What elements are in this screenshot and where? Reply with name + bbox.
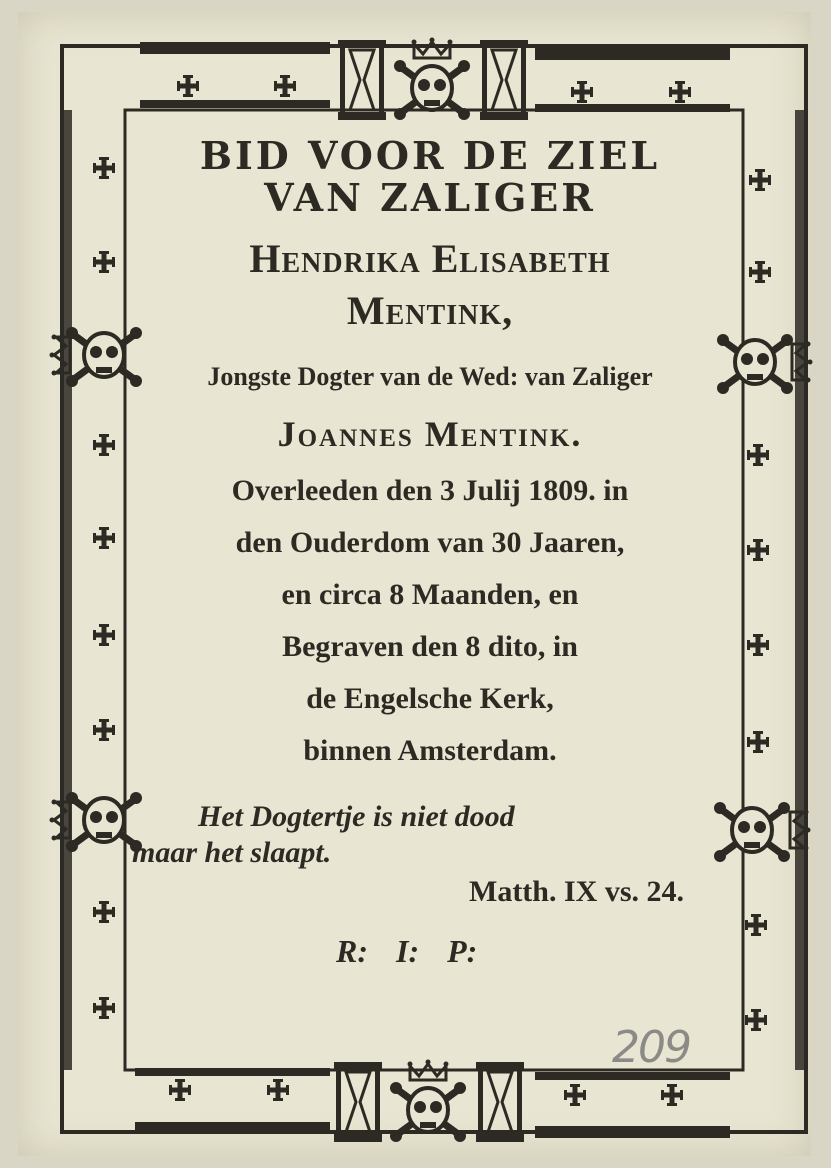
- detail-line: Overleeden den 3 Julij 1809. in: [231, 474, 629, 507]
- verse-line-2: maar het slaapt.: [132, 836, 332, 869]
- verse-line-1: Het Dogtertje is niet dood: [198, 800, 515, 833]
- relation-text: Jongste Dogter van de Wed: van Zaliger: [207, 362, 653, 391]
- deceased-name-line-2: Mentink,: [346, 288, 514, 333]
- detail-line: de Engelsche Kerk,: [306, 682, 554, 715]
- deceased-name-line-1: Hendrika Elisabeth: [249, 236, 611, 281]
- parent-name: Joannes Mentink.: [277, 414, 583, 454]
- rip-text: R: I: P:: [336, 933, 478, 969]
- verse-reference: Matth. IX vs. 24.: [469, 875, 684, 908]
- details-block: [140, 465, 720, 777]
- pencil-annotation: 209: [612, 1022, 690, 1073]
- heading-line-1: BID VOOR DE ZIEL: [199, 133, 661, 178]
- detail-line: en circa 8 Maanden, en: [281, 578, 579, 611]
- bible-verse: [132, 799, 720, 871]
- detail-line: binnen Amsterdam.: [303, 734, 557, 767]
- detail-line: den Ouderdom van 30 Jaaren,: [235, 526, 625, 559]
- card-text: [132, 133, 720, 970]
- detail-line: Begraven den 8 dito, in: [282, 630, 578, 663]
- heading-line-2: VAN ZALIGER: [264, 175, 596, 220]
